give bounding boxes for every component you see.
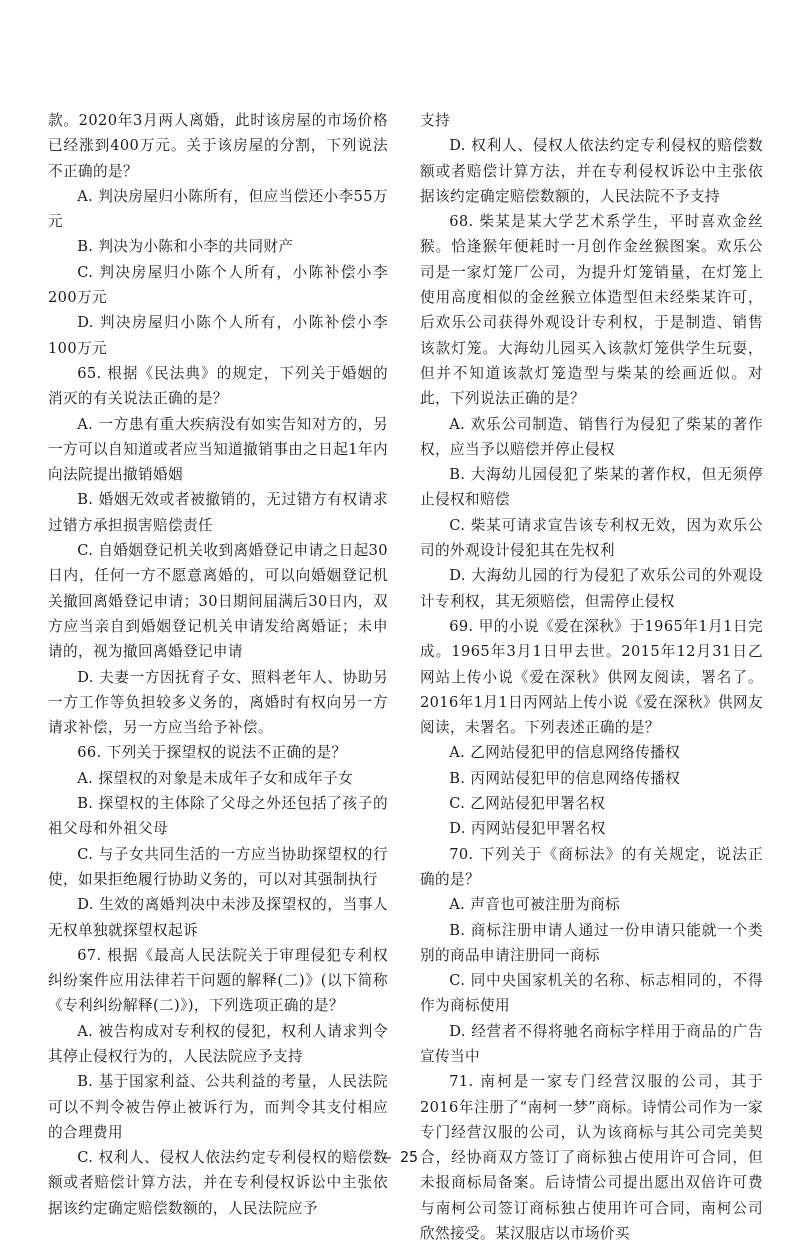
paragraph: A. 一方患有重大疾病没有如实告知对方的，另一方可以自知道或者应当知道撤销事由之日起1年内向法院提出撤销婚姻 [48,415,388,484]
paragraph: 67. 根据《最高人民法院关于审理侵犯专利权纠纷案件应用法律若干问题的解释(二)》(以下简称《专利纠纷解释(二)》)，下列选项正确的是？ [48,946,388,1015]
paragraph: C. 与子女共同生活的一方应当协助探望权的行使，如果拒绝履行协助义务的，可以对其强制执行 [48,845,388,888]
paragraph: A. 探望权的对象是未成年子女和成年子女 [77,769,354,787]
paragraph: D. 权利人、侵权人依法约定专利侵权的赔偿数额或者赔偿计算方法，并在专利侵权诉讼中主张依据该约定确定赔偿数额的，人民法院不予支持 [420,137,763,205]
paragraph: 66. 下列关于探望权的说法不正确的是？ [77,744,347,762]
paragraph: D. 经营者不得将驰名商标字样用于商品的广告宣传当中 [420,1022,763,1065]
paragraph: A. 判决房屋归小陈所有，但应当偿还小李55万元 [48,187,388,231]
paragraph: A. 声音也可被注册为商标 [449,896,621,914]
paragraph: B. 探望权的主体除了父母之外还包括了孩子的祖父母和外祖父母 [48,795,388,838]
paragraph: B. 判决为小陈和小李的共同财产 [77,238,294,256]
paragraph: D. 丙网站侵犯甲署名权 [449,820,606,838]
page-number: — 25 [381,1148,419,1166]
paragraph: 68. 柴某是某大学艺术系学生，平时喜欢金丝猴。恰逢猴年便耗时一月创作金丝猴图案。欢乐公司是一家灯笼厂公司，为提升灯笼销量，在灯笼上使用高度相似的金丝猴立体造型但未经柴某许可，后欢乐公司获得外观设计专利权，于是制造、销售该款灯笼。大海幼儿园买入该款灯笼供学生玩耍，但并不知道该款灯笼造型与柴某的绘画近似。对此，下列说法正确的是？ [420,213,763,408]
paragraph: 65. 根据《民法典》的规定，下列关于婚姻的消灭的有关说法正确的是？ [48,364,388,408]
paragraph: A. 乙网站侵犯甲的信息网络传播权 [449,744,681,762]
paragraph: D. 夫妻一方因抚育子女、照料老年人、协助另一方工作等负担较多义务的，离婚时有权向另一方请求补偿，另一方应当给予补偿。 [48,668,388,737]
paragraph: B. 丙网站侵犯甲的信息网络传播权 [449,769,681,787]
paragraph: D. 生效的离婚判决中未涉及探望权的，当事人无权单独就探望权起诉 [48,896,388,939]
paragraph: B. 基于国家利益、公共利益的考量，人民法院可以不判令被告停止被诉行为，而判令其支付相应的合理费用 [48,1073,388,1141]
paragraph: C. 乙网站侵犯甲署名权 [449,795,606,813]
paragraph: B. 商标注册申请人通过一份申请只能就一个类别的商品申请注册同一商标 [420,921,763,964]
right-column [420,108,763,1246]
paragraph: C. 判决房屋归小陈个人所有，小陈补偿小李200万元 [48,263,388,307]
paragraph: 款。2020年3月两人离婚，此时该房屋的市场价格已经涨到400万元。关于该房屋的分割，下列说法不正确的是？ [48,112,388,180]
paragraph: 71. 南柯是一家专门经营汉服的公司，其于2016年注册了“南柯一梦”商标。诗情公司作为一家专门经营汉服的公司，认为该商标与其公司完美契合，经协商双方签订了商标独占使用许可合同，但未报商标局备案。后诗情公司提出愿出双倍许可费与南柯公司签订商标独占使用许可合同，南柯公司欣然接受。某汉服店以市场价买 [420,1073,763,1243]
paragraph: A. 欢乐公司制造、销售行为侵犯了柴某的著作权，应当予以赔偿并停止侵权 [420,415,763,458]
paragraph: 70. 下列关于《商标法》的有关规定，说法正确的是？ [420,845,763,888]
paragraph: B. 婚姻无效或者被撤销的，无过错方有权请求过错方承担损害赔偿责任 [48,491,388,534]
paragraph: D. 大海幼儿园的行为侵犯了欢乐公司的外观设计专利权，其无须赔偿，但需停止侵权 [420,567,763,610]
paragraph: C. 同中央国家机关的名称、标志相同的，不得作为商标使用 [420,972,763,1015]
paragraph: C. 柴某可请求宣告该专利权无效，因为欢乐公司的外观设计侵犯其在先权利 [420,516,763,560]
paragraph: B. 大海幼儿园侵犯了柴某的著作权，但无须停止侵权和赔偿 [420,466,763,509]
paragraph: 69. 甲的小说《爱在深秋》于1965年1月1日完成。1965年3月1日甲去世。2015年12月31日乙网站上传小说《爱在深秋》供网友阅读，署名了。2016年1月1日丙网站上传小说《爱在深秋》供网友阅读，未署名。下列表述正确的是？ [420,617,763,737]
left-column [48,108,388,1221]
paragraph: D. 判决房屋归小陈个人所有，小陈补偿小李100万元 [48,314,388,357]
paragraph: C. 自婚姻登记机关收到离婚登记申请之日起30日内，任何一方不愿意离婚的，可以向婚姻登记机关撤回离婚登记申请；30日期间届满后30日内，双方应当亲自到婚姻登记机关申请发给离婚证；未申请的，视为撤回离婚登记申请 [48,542,388,661]
paragraph: 支持 [420,112,450,129]
paragraph: C. 权利人、侵权人依法约定专利侵权的赔偿数额或者赔偿计算方法，并在专利侵权诉讼中主张依据该约定确定赔偿数额的，人民法院应予 [48,1149,388,1217]
paragraph: A. 被告构成对专利权的侵犯，权利人请求判令其停止侵权行为的，人民法院应予支持 [48,1022,388,1065]
